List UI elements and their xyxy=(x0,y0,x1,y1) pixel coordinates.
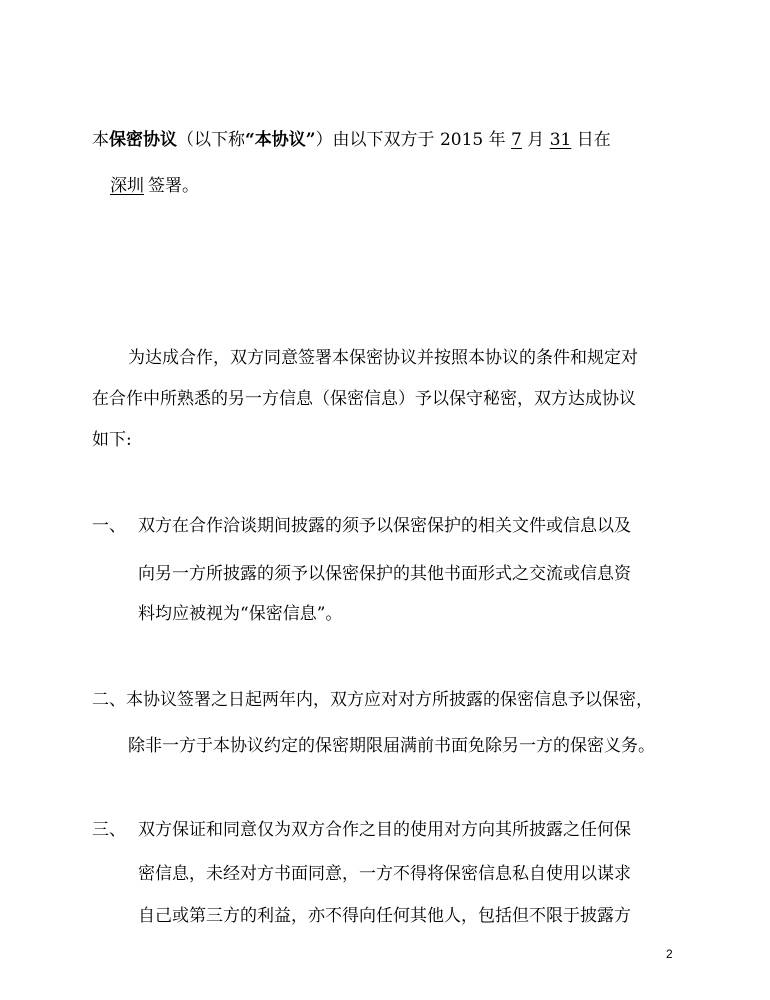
clause-line: 向另一方所披露的须予以保密保护的其他书面形式之交流或信息资 xyxy=(138,564,631,584)
intro-text: （以下称 xyxy=(177,130,245,150)
clause-line: 除非一方于本协议约定的保密期限届满前书面免除另一方的保密义务。 xyxy=(128,736,655,756)
clause-marker: 一、 xyxy=(92,516,126,536)
intro-text: 日在 xyxy=(571,130,611,150)
intro-text: 月 xyxy=(521,130,550,150)
intro-line-2 xyxy=(92,174,199,198)
preamble-line: 如下: xyxy=(92,430,132,450)
sign-place xyxy=(92,174,148,198)
intro-text: ）由以下双方于 2015 年 xyxy=(315,130,512,150)
sign-day: 31 xyxy=(549,130,572,150)
intro-text: 签署。 xyxy=(148,176,199,196)
agreement-short-name: “本协议” xyxy=(245,130,316,150)
clause-marker: 二、 xyxy=(92,690,126,710)
page-number: 2 xyxy=(666,947,673,961)
agreement-title: 保密协议 xyxy=(109,130,177,150)
clause-line: 密信息，未经对方书面同意，一方不得将保密信息私自使用以谋求 xyxy=(138,864,631,884)
intro-line-1 xyxy=(92,128,611,152)
sign-place-text: 深圳 xyxy=(110,176,144,196)
clause-line: 双方在合作洽谈期间披露的须予以保密保护的相关文件或信息以及 xyxy=(138,516,631,536)
preamble-line: 在合作中所熟悉的另一方信息（保密信息）予以保守秘密，双方达成协议 xyxy=(92,389,636,409)
clause-line: 自己或第三方的利益，亦不得向任何其他人，包括但不限于披露方 xyxy=(138,906,631,926)
sign-month: 7 xyxy=(511,130,522,150)
clause-marker: 三、 xyxy=(92,820,126,840)
preamble-line: 为达成合作，双方同意签署本保密协议并按照本协议的条件和规定对 xyxy=(128,348,638,368)
clause-line: 料均应被视为“保密信息”。 xyxy=(138,604,343,624)
clause-line: 本协议签署之日起两年内，双方应对对方所披露的保密信息予以保密， xyxy=(126,690,653,710)
intro-text: 本 xyxy=(92,130,109,150)
clause-line: 双方保证和同意仅为双方合作之目的使用对方向其所披露之任何保 xyxy=(138,820,631,840)
